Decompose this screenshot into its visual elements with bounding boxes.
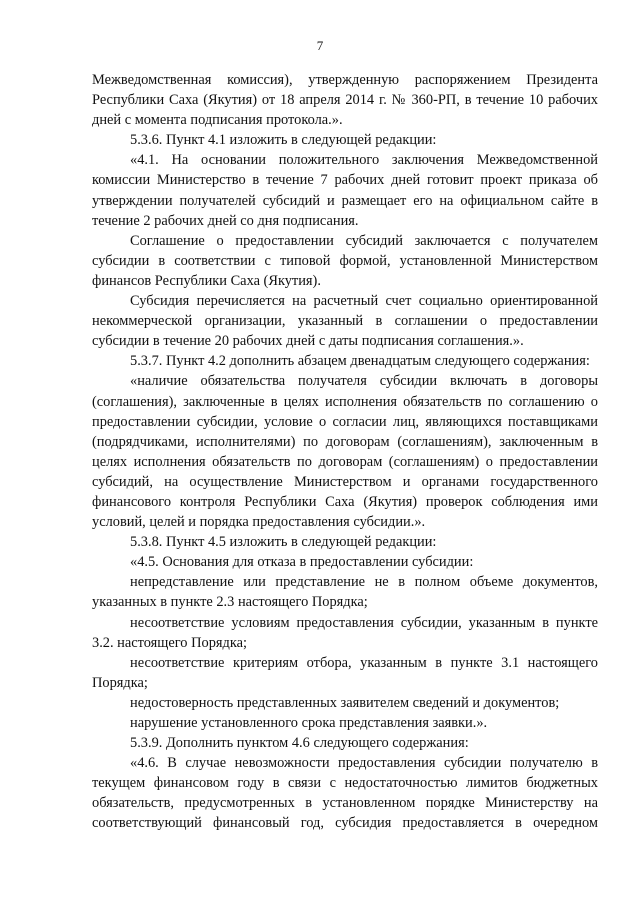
paragraph-refusal-incomplete-docs: непредставление или представление не в полном объеме документов, указанных в пункте 2.3 настоящего Порядка;	[92, 574, 598, 611]
paragraph-agreement-form: Соглашение о предоставлении субсидий заключается с получателем субсидии в соответствии с типовой формой, установленной Министерством финансов Республики Саха (Якутия).	[92, 232, 598, 289]
paragraph-subsidy-transfer: Субсидия перечисляется на расчетный счет социально ориентированной некоммерческой организации, указанный в соглашении о предоставлении субсидии в течение 20 рабочих дней с даты подписания соглашения.».	[92, 293, 598, 350]
paragraph-item-5-3-8: 5.3.8. Пункт 4.5 изложить в следующей редакции:	[130, 534, 437, 551]
paragraph-commission-approval: Межведомственная комиссия), утвержденную распоряжением Президента Республики Саха (Якутия) от 18 апреля 2014 г. № 360-РП, в течение 10 рабочих дней с момента подписания протокола.».	[92, 72, 598, 129]
paragraph-clause-4-5: «4.5. Основания для отказа в предоставлении субсидии:	[130, 554, 474, 571]
paragraph-item-5-3-9: 5.3.9. Дополнить пунктом 4.6 следующего содержания:	[130, 735, 469, 752]
document-body	[92, 70, 598, 834]
paragraph-refusal-conditions: несоответствие условиям предоставления субсидии, указанным в пункте 3.2. настоящего Порядка;	[92, 614, 598, 651]
paragraph-clause-4-6: «4.6. В случае невозможности предоставления субсидии получателю в текущем финансовом году в связи с недостаточностью лимитов бюджетных обязательств, предусмотренных в установленном порядке Министерству на соответствующий финансовый год, субсидия предоставляется в очередном	[92, 755, 598, 832]
paragraph-refusal-false-info: недостоверность представленных заявителем сведений и документов;	[130, 694, 560, 711]
page-number: 7	[316, 38, 324, 53]
paragraph-clause-4-1: «4.1. На основании положительного заключения Межведомственной комиссии Министерство в течение 7 рабочих дней готовит проект приказа об утверждении получателей субсидий и размещает его на официальном сайте в течение 2 рабочих дней со дня подписания.	[92, 152, 598, 229]
paragraph-refusal-criteria: несоответствие критериям отбора, указанным в пункте 3.1 настоящего Порядка;	[92, 654, 598, 691]
paragraph-item-5-3-7: 5.3.7. Пункт 4.2 дополнить абзацем двенадцатым следующего содержания:	[130, 353, 590, 370]
paragraph-item-5-3-6: 5.3.6. Пункт 4.1 изложить в следующей редакции:	[130, 132, 437, 149]
paragraph-obligation-clause: «наличие обязательства получателя субсидии включать в договоры (соглашения), заключенные в целях исполнения обязательств по соглашению о предоставлении субсидии, условие о согласии лиц, являющихся поставщиками (подрядчиками, исполнителями) по договорам (соглашениям), заключенным в целях исполнения обязательств по договорам (соглашениям) о предоставлении субсидий, на осуществление Министерством и органами государственного финансового контроля Республики Саха (Якутия) проверок соблюдения ими условий, целей и порядка предоставления субсидии.».	[92, 373, 598, 531]
paragraph-refusal-deadline: нарушение установленного срока представления заявки.».	[130, 715, 488, 731]
